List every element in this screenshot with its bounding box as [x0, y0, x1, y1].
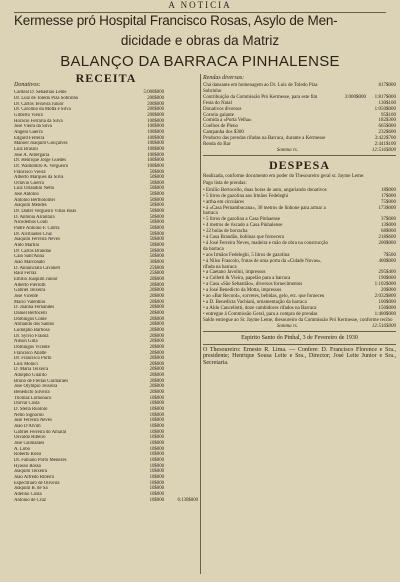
- donation-value: 50$000: [149, 209, 164, 215]
- despesa-total: [203, 324, 396, 329]
- donor-name: Domingos Conte: [14, 316, 47, 322]
- donor-name: Angelo Guerra: [14, 129, 43, 135]
- donor-name: Bruno de Freitas Guimarães: [14, 378, 68, 384]
- despesa-list: [203, 188, 396, 318]
- donation-value: 20$000: [149, 384, 164, 390]
- donor-name: Octavio Guerra: [14, 180, 44, 186]
- despesa-title: DESPESA: [268, 157, 331, 172]
- renda-total: 817$000: [378, 83, 396, 88]
- renda-total: 2:441$100: [374, 142, 396, 148]
- donor-name: Joaquim Teixeira: [14, 469, 48, 475]
- donation-value: 10$000: [149, 463, 164, 469]
- donation-value: 50$000: [149, 226, 164, 232]
- signatures: O Thesoureiro: Ernesto R. Lima. — Confere: D. Francisco Florence e Sra., presidente; Henrique Sousa Leite e Sra., Director; José Leite Junior e Sra., Secretaria.: [203, 346, 396, 367]
- donor-name: Antonio Bertholomei: [14, 197, 55, 203]
- donor-name: Gabriel Teixeira: [14, 288, 46, 294]
- donor-name: D. Joanna Fernandes: [14, 305, 55, 311]
- donor-name: Armando dos Santos: [14, 322, 54, 328]
- donation-value: 10$000: [149, 435, 164, 441]
- despesa-desc: • a Caetano Javolini, impressos: [203, 270, 266, 276]
- despesa-row: [203, 259, 396, 271]
- donor-name: Caio Sant'Anna: [14, 254, 45, 260]
- donor-name: Ludolpho Barbosa: [14, 327, 50, 333]
- donation-value: 100$000: [147, 124, 164, 130]
- donor-name: José Vicente: [14, 293, 39, 299]
- renda-desc: Correio galante: [203, 112, 234, 118]
- donation-value: 50$000: [149, 248, 164, 254]
- despesa-desc: • á José Ferreira Neves, madeira e mão de obra na construcção da barraca: [203, 240, 329, 252]
- renda-value: [332, 83, 366, 95]
- donation-value: 200$000: [147, 107, 164, 113]
- donation-value: 50$000: [149, 214, 164, 220]
- despesa-row: [203, 206, 396, 218]
- donation-value: 30$000: [149, 260, 164, 265]
- despesa-desc: • entregue á Commissão Geral, para a compra de prendas: [203, 311, 318, 317]
- renda-total: 130$100: [378, 100, 396, 106]
- donor-name: Dr. Francisco Porto: [14, 356, 52, 362]
- donor-name: Dr. Dalter Vergueiro Villas Boas: [14, 209, 77, 215]
- donation-value: 20$000: [149, 305, 164, 311]
- donor-name: Durval Costa: [14, 401, 40, 407]
- donation-value: 100$000: [147, 152, 164, 158]
- despesa-total: 68$000: [381, 229, 396, 235]
- donativo-row: [14, 498, 198, 504]
- donor-name: D. Antonia Alcantara: [14, 214, 55, 220]
- donor-name: Roberto Rossi: [14, 452, 42, 458]
- rendas-somma-label: Somma rs.: [276, 147, 298, 153]
- donation-value: 10$000: [149, 474, 164, 480]
- despesa-total: 18$000: [381, 187, 396, 193]
- renda-desc: Chá dansante em homenagem ao Dr. Luiz de Toledo Piza Sobrinho: [203, 83, 318, 94]
- donor-name: José A. Albergaria: [14, 152, 50, 158]
- donation-value: 20$000: [149, 344, 164, 350]
- donor-name: Luiz Orlandini Netto: [14, 186, 55, 192]
- donation-value: 10$000: [149, 429, 164, 435]
- despesa-total: 400$000: [378, 258, 396, 264]
- donor-name: José Guimarães: [14, 441, 45, 446]
- donation-value: 20$000: [149, 361, 164, 367]
- donation-value: 100$000: [147, 146, 164, 152]
- donation-value: 200$000: [147, 112, 164, 118]
- renda-desc: Donativos diversos: [203, 106, 242, 112]
- despesa-total: 75$000: [381, 199, 396, 205]
- donor-name: Hyasso Rossa: [14, 463, 41, 469]
- title-line-2: dicidade e obras da Matriz: [120, 33, 280, 48]
- donor-name: Antonio de Cruz: [14, 497, 46, 503]
- despesa-total: 17$000: [381, 193, 396, 199]
- despesa-somma-value: 12:516$000: [371, 323, 396, 329]
- donation-value: 20$000: [149, 322, 164, 328]
- renda-total: 232$600: [378, 130, 396, 136]
- donation-value: 10$000: [149, 491, 164, 497]
- donation-value: 100$000: [147, 129, 164, 135]
- donor-name: Raul Ferraz: [14, 271, 37, 277]
- donor-name: Daniel Bertocelli: [14, 310, 47, 316]
- renda-total: 3:422$700: [374, 136, 396, 142]
- renda-total: 95$100: [381, 112, 396, 118]
- donation-value: 10$000: [149, 452, 164, 458]
- donor-name: Dr. Waldomiro A. Vergueiro: [14, 163, 69, 169]
- donor-name: Dr. Carlos Brandão: [14, 248, 52, 254]
- despesa-total: 150$000: [378, 305, 396, 311]
- donor-name: D. Maria Teixeira: [14, 367, 49, 373]
- despesa-desc: • á Casa Brandão, bobinas que fornecera: [203, 235, 285, 241]
- donor-name: Joaquim Ferreira Neves: [14, 237, 60, 243]
- donation-value: 50$000: [149, 237, 164, 243]
- divider: [203, 344, 396, 345]
- renda-desc: Contribuição da Commissão Pró Kermesse, para este fim: [203, 94, 318, 100]
- donor-name: Domingos Vicente: [14, 344, 50, 350]
- renda-row: [203, 83, 396, 95]
- right-column: [203, 74, 396, 574]
- donor-name: Nicodemos Conti: [14, 220, 48, 226]
- despesa-total: 1:102$000: [374, 282, 396, 288]
- despesa-total: 295$400: [378, 270, 396, 276]
- donation-value: 50$000: [149, 203, 164, 209]
- renda-desc: Renda do Bar: [203, 142, 231, 148]
- donor-name: Dr. Henrique Jorge Guedes: [14, 158, 67, 164]
- donor-name: Dr. Alcibiades Cruz: [14, 231, 52, 237]
- renda-desc: Producto das prendas rifadas na Barraca, durante a Kermesse: [203, 136, 326, 142]
- donation-value: 50$000: [149, 186, 164, 192]
- donor-name: Adelino Costa: [14, 491, 42, 497]
- donation-value: 10$000: [149, 486, 164, 492]
- donor-name: Cardeal D. Sebastião Leme: [14, 90, 67, 96]
- donation-value: 10$000: [149, 407, 164, 413]
- divider: [203, 331, 396, 332]
- donor-name: José Antonio: [14, 192, 39, 198]
- donor-name: Joaquim Mendes: [14, 203, 47, 209]
- donor-name: José Ferreira Neves: [14, 418, 52, 424]
- renda-value: 3:000$000: [344, 94, 366, 100]
- saldo-text: Saldo entregue ao Sr. Jayme Leme, thesoureiro da Commissão Pró Kermesse, conforme recibo: [203, 317, 393, 323]
- despesa-value: [332, 206, 366, 218]
- despesa-row: [203, 241, 396, 253]
- donation-value: 10$000: [149, 418, 164, 424]
- donation-value: 10$000: [149, 424, 164, 430]
- donation-value: 20$000: [149, 293, 164, 299]
- donor-name: Benedicto Silveira: [14, 390, 50, 396]
- donation-value: 20$000: [149, 327, 164, 333]
- donation-value: 25$000: [149, 271, 164, 277]
- donation-value: 20$000: [149, 373, 164, 379]
- donation-value: 20$000: [149, 378, 164, 384]
- donation-value: 10$000: [149, 497, 164, 503]
- donation-subtotal: 6:130$000: [177, 497, 198, 503]
- receita-title: RECEITA: [75, 74, 137, 85]
- donor-name: Thomaz Lomonaco: [14, 395, 52, 401]
- donor-name: Edgard Ferreira: [14, 135, 45, 141]
- despesa-desc: • aos Irmãos Fedeleghi, 5 litros de gazolina: [203, 252, 290, 258]
- renda-desc: Festa do Natal: [203, 100, 232, 106]
- despesa-desc: • a José Benedicto da Motta, impressos: [203, 288, 282, 294]
- donation-value: 10$000: [149, 457, 164, 463]
- donation-value: 20$000: [149, 356, 164, 362]
- donor-name: Alberto Marques da Silva: [14, 175, 64, 181]
- donation-value: 20$000: [149, 333, 164, 339]
- donation-value: 10$000: [149, 441, 164, 446]
- donation-value: 100$000: [147, 135, 164, 141]
- despesa-desc: • a Colletti & Vieira, papelão para a barraca: [203, 276, 291, 282]
- despesa-desc: • 22 bolas de borracha: [203, 229, 248, 235]
- donor-name: D. Stella Ruotolo: [14, 407, 48, 413]
- donation-value: 50$000: [149, 220, 164, 226]
- despesa-value: [332, 241, 366, 253]
- donor-name: Dr. Fabiano Porto Menezes: [14, 457, 67, 463]
- donation-value: 10$000: [149, 395, 164, 401]
- despesa-desc: • 5 litros de gazolina aos Irmãos Fedeleghi: [203, 193, 289, 199]
- donation-value: 20$000: [149, 310, 164, 316]
- donor-name: Luiz Monici: [14, 361, 38, 367]
- donation-value: 20$000: [149, 299, 164, 305]
- donation-value: 50$000: [149, 169, 164, 175]
- donativos-label: Donativos:: [14, 81, 41, 88]
- donation-value: 50$000: [149, 254, 164, 260]
- donor-name: Dr. Carlos Teixeira Junior: [14, 101, 64, 107]
- donor-name: Francisco Abatte: [14, 350, 47, 356]
- despesa-total: 190$000: [378, 276, 396, 282]
- donation-value: 20$000: [149, 367, 164, 373]
- rendas-somma-value: 12:516$000: [371, 147, 396, 153]
- despesa-total: 7$500: [383, 252, 396, 258]
- donor-name: Espectiliaro de Oliveira: [14, 480, 60, 486]
- donor-name: Luiz Brasini: [14, 146, 38, 152]
- despesa-desc: • a Aldo Cancellotti, doze cambidores rifados na Barraca: [203, 305, 317, 311]
- donation-value: 200$000: [147, 95, 164, 101]
- despesa-desc: • a D. Benedicta Vachiani, ornamentação da barraca: [203, 300, 307, 305]
- donor-name: Aldo Martini: [14, 243, 40, 249]
- donation-value: 50$000: [149, 197, 164, 203]
- donor-name: Gabriel Ferreira do Amaral: [14, 429, 67, 435]
- donation-value: 20$000: [149, 339, 164, 345]
- despesa-total: 173$000: [378, 205, 396, 211]
- renda-total: 182$300: [378, 118, 396, 124]
- renda-desc: Campanha dos $300: [203, 130, 244, 136]
- despesa-total: 218$600: [378, 235, 396, 241]
- donation-value: 50$000: [149, 175, 164, 181]
- despesa-pago-label: Pago lista de prendas:: [203, 180, 247, 186]
- donation-value: 50$000: [149, 192, 164, 198]
- donation-value: 100$000: [147, 141, 164, 147]
- donor-name: D. Annunciata Cavalieri: [14, 265, 61, 271]
- donation-value: 25$000: [149, 265, 164, 271]
- despesa-desc: • 5 litros de gazolina a Casa Pinhaense: [203, 217, 281, 223]
- donation-value: 100$000: [147, 118, 164, 124]
- renda-desc: Coelhos de Pleno: [203, 124, 238, 130]
- donation-value: 20$000: [149, 316, 164, 322]
- rendas-title: Rendas diversas:: [203, 75, 245, 81]
- donation-value: 5:000$000: [143, 90, 164, 96]
- renda-total: 1:817$000: [374, 94, 396, 100]
- renda-total: 665$000: [378, 124, 396, 130]
- donor-name: Horacio Ferraria da Silva: [14, 118, 63, 124]
- donation-value: 10$000: [149, 480, 164, 486]
- despesa-desc: • ao «Bar Record», sorvetes, bebidas, gelo, etc. que forneceu: [203, 294, 325, 300]
- donation-value: 50$000: [149, 180, 164, 186]
- donor-name: Dr. Luiz de Toledo Piza Sobrinho: [14, 95, 79, 101]
- donation-value: 10$000: [149, 469, 164, 475]
- donor-name: José Vieira da Silva: [14, 124, 52, 130]
- donor-name: Manoel Joaquim Gonçalves: [14, 141, 68, 147]
- donation-value: 20$000: [149, 350, 164, 356]
- donation-value: 50$000: [149, 243, 164, 249]
- despesa-total: 20$000: [381, 288, 396, 294]
- renda-desc: Comida a «Porta Velha»: [203, 118, 252, 124]
- donor-name: Emilio Joaquim Junior: [14, 276, 58, 282]
- donativos-list: [14, 90, 198, 503]
- donor-name: Joaquim B. de Sá: [14, 486, 48, 492]
- donor-name: Osvaldo Ribeiro: [14, 435, 46, 441]
- receita-column: [14, 74, 198, 574]
- donation-value: 10$000: [149, 446, 164, 452]
- donation-value: 200$000: [147, 101, 164, 107]
- despesa-value: [332, 259, 366, 271]
- renda-total: 1:050$000: [374, 106, 396, 112]
- donation-value: 50$000: [149, 231, 164, 237]
- divider: [203, 155, 396, 156]
- donor-name: Padre Antonio F. Cintra: [14, 226, 60, 232]
- donor-name: José Olympio Teixeira: [14, 384, 58, 390]
- donor-name: Nello Signorini: [14, 412, 44, 418]
- donation-value: 10$000: [149, 412, 164, 418]
- donor-name: Mario Valentino: [14, 299, 46, 305]
- despesa-total: 2:032$800: [374, 294, 396, 300]
- dateline: Espirito Santo do Pinhal, 3 de Fevereiro de 1930: [241, 334, 358, 341]
- donor-name: A. Lobo: [14, 446, 30, 452]
- donation-value: 100$000: [147, 158, 164, 164]
- despesa-desc: • Emilio Bertocello, duas horas de auto, angariando donativos: [203, 187, 327, 193]
- despesa-desc: • á Nilso Frascolo, frutas de uma porta da «Cidade Novas», rifada na barraca: [203, 258, 322, 270]
- despesa-total: 37$000: [381, 217, 396, 223]
- donor-name: Alberto Pierrotti: [14, 282, 46, 288]
- donor-name: Dr. Sylvio Fraiola: [14, 333, 49, 339]
- donation-value: 20$000: [149, 282, 164, 288]
- despesa-desc: • a Casa «São Sebastião», diversos fornecimentos: [203, 282, 303, 288]
- despesa-desc: • á «Casa Pernambucana», 30 metros de linhone para armar a barraca: [203, 205, 326, 217]
- column-divider: [200, 74, 201, 574]
- donor-name: João Marconato: [14, 260, 45, 265]
- despesa-desc: • artha em circulares: [203, 199, 245, 205]
- donor-name: Dr. Carolino da Motta e Silva: [14, 107, 71, 113]
- donor-name: Nilson Gilla: [14, 339, 38, 345]
- despesa-total: 100$000: [378, 300, 396, 305]
- despesa-total: 1:400$000: [374, 311, 396, 317]
- despesa-total: 13$000: [381, 223, 396, 229]
- newspaper-header: A NOTICIA: [168, 0, 232, 10]
- donation-value: 100$000: [147, 163, 164, 169]
- donation-value: 20$000: [149, 276, 164, 282]
- donor-name: Gilberto Vieira: [14, 112, 43, 118]
- despesa-somma-label: Somma rs.: [276, 323, 298, 329]
- rendas-list: [203, 83, 396, 148]
- donor-name: João D'Alvim: [14, 424, 41, 430]
- donor-name: Francisco Vieira: [14, 169, 46, 175]
- despesa-desc: • 4 metros de riscado a Casa Pinhalense: [203, 223, 283, 229]
- donor-name: João Alfredo Ribeiro: [14, 474, 55, 480]
- donation-value: 20$000: [149, 288, 164, 294]
- donor-name: Adolpho Gilardo: [14, 373, 47, 379]
- rendas-total: [203, 148, 396, 153]
- donation-value: 10$000: [149, 401, 164, 407]
- despesa-total: 200$000: [378, 240, 396, 246]
- title-line-1: Kermesse pró Hospital Francisco Rosas, Asylo de Men-: [14, 13, 338, 28]
- title-line-3: BALANÇO DA BARRACA PINHALENSE: [60, 53, 340, 70]
- despesa-intro: Realizada, conforme documento em poder do Thesoureiro geral sr. Jayme Leme:: [203, 173, 365, 179]
- donation-value: 20$000: [149, 390, 164, 396]
